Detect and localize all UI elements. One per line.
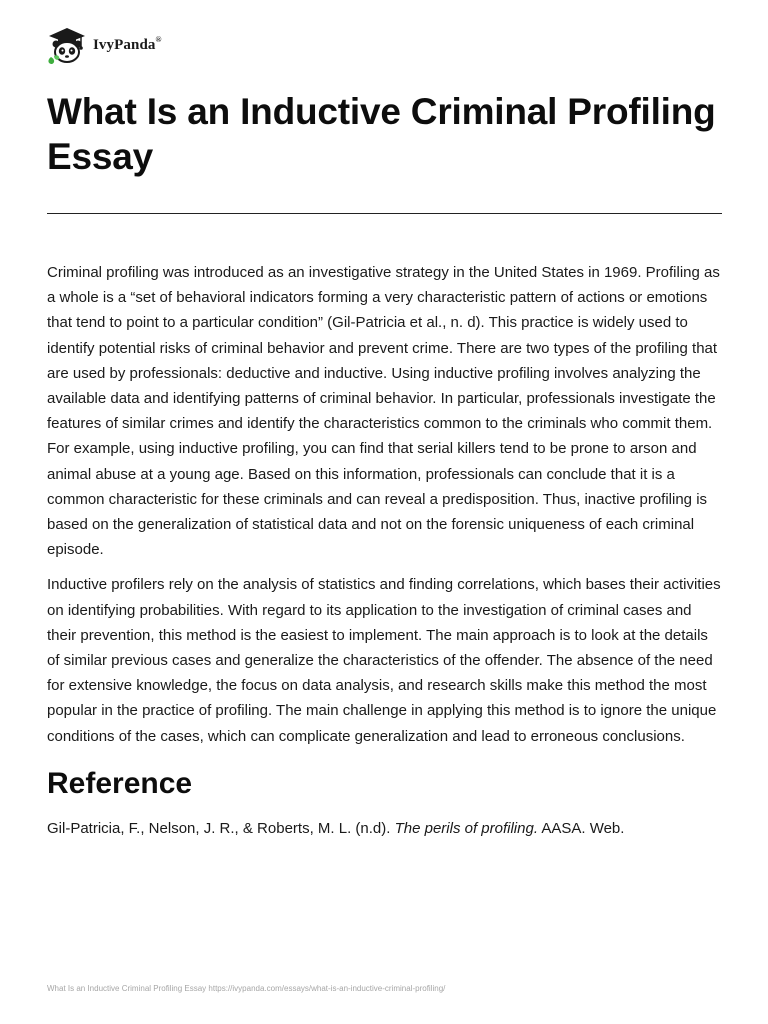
logo-name: IvyPanda bbox=[93, 37, 156, 53]
paragraph-1: Criminal profiling was introduced as an investigative strategy in the United States in 1969. Profiling as a whole is a “set of behavioral indicators forming a very characteristic pattern of actions or emotions that tend to point to a particular condition” (Gil-Patricia et al., n. d). This practice is widely used to identify potential risks of criminal behavior and prevent crime. There are two types of the profiling that are used by professionals: deductive and inductive. Using inductive profiling involves analyzing the available data and identifying patterns of criminal behavior. In particular, professionals investigate the features of similar crimes and identify the characteristics common to the criminals who commit them. For example, using inductive profiling, you can find that serial killers tend to be prone to arson and animal abuse at a young age. Based on this information, professionals can conclude that it is a common characteristic for these criminals and can reveal a predisposition. Thus, inactive profiling is based on the generalization of statistical data and not on the forensic uniqueness of each criminal episode. bbox=[47, 264, 720, 559]
logo-wordmark bbox=[93, 36, 162, 54]
page-title: What Is an Inductive Criminal Profiling Essay bbox=[47, 91, 716, 177]
reference-authors: Gil-Patricia, F., Nelson, J. R., & Roberts, M. L. (n.d). bbox=[47, 819, 395, 837]
panda-graduate-icon bbox=[47, 27, 87, 65]
paragraph-2: Inductive profilers rely on the analysis of statistics and finding correlations, which bases their activities on identifying probabilities. With regard to its application to the investigation of criminal cases and their prevention, this method is the easiest to implement. The main approach is to look at the details of similar previous cases and generalize the characteristics of the offender. The absence of the need for extensive knowledge, the focus on data analysis, and research skills make this method the most popular in the practice of profiling. The main challenge in applying this method is to ignore the unique conditions of the cases, which can complicate generalization and lead to erroneous conclusions. bbox=[47, 576, 721, 745]
title-divider bbox=[47, 213, 722, 214]
registered-mark: ® bbox=[155, 35, 162, 44]
site-logo[interactable] bbox=[47, 27, 162, 65]
page-footer[interactable]: What Is an Inductive Criminal Profiling Essay https://ivypanda.com/essays/what-is-an-inductive-criminal-profiling/ bbox=[47, 984, 446, 993]
essay-body bbox=[47, 260, 722, 841]
reference-entry bbox=[47, 816, 722, 841]
reference-heading: Reference bbox=[47, 766, 193, 800]
reference-source: AASA. Web. bbox=[538, 819, 625, 837]
reference-title: The perils of profiling. bbox=[394, 819, 538, 837]
